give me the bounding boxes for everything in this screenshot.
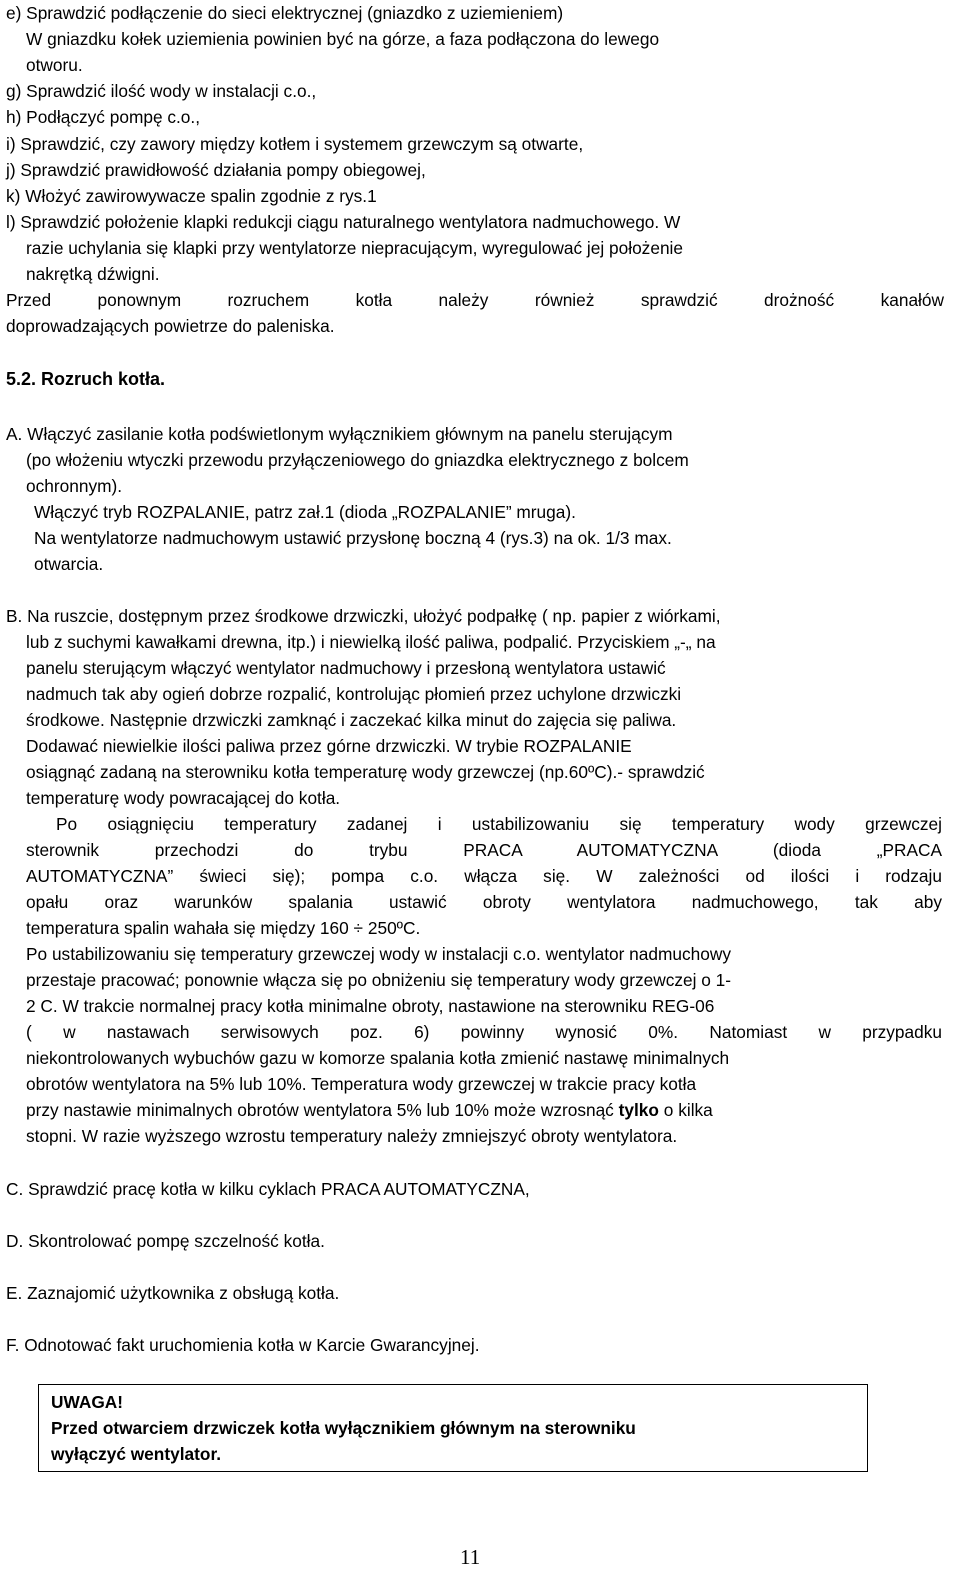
step-b-cont: sterownik przechodzi do trybu PRACA AUTOMATYCZNA (dioda „PRACA (26, 840, 942, 860)
step-b-cont: stopni. W razie wyższego wzrostu temperatury należy zmniejszyć obroty wentylatora. (26, 1126, 678, 1146)
step-a-cont: ochronnym). (26, 476, 123, 496)
step-b-cont: środkowe. Następnie drzwiczki zamknąć i zaczekać kilka minut do zajęcia się paliwa. (26, 710, 677, 730)
checklist-item-j: j) Sprawdzić prawidłowość działania pompy obiegowej, (6, 160, 426, 180)
checklist-item-k: k) Włożyć zawirowywacze spalin zgodnie z rys.1 (6, 186, 377, 206)
checklist-item-i: i) Sprawdzić, czy zawory między kotłem i systemem grzewczym są otwarte, (6, 134, 584, 154)
step-a-cont: (po włożeniu wtyczki przewodu przyłączeniowego do gniazdka elektrycznego z bolcem (26, 450, 689, 470)
step-b-cont: opału oraz warunków spalania ustawić obroty wentylatora nadmuchowego, tak aby (26, 892, 942, 912)
before-restart-paragraph: Przed ponownym rozruchem kotła należy również sprawdzić drożność kanałów (6, 290, 944, 310)
warning-text: Przed otwarciem drzwiczek kotła wyłącznikiem głównym na sterowniku (51, 1418, 636, 1438)
checklist-item-e: e) Sprawdzić podłączenie do sieci elektrycznej (gniazdko z uziemieniem) (6, 3, 564, 23)
step-e: E. Zaznajomić użytkownika z obsługą kotła. (6, 1283, 340, 1303)
step-b: B. Na ruszcie, dostępnym przez środkowe drzwiczki, ułożyć podpałkę ( np. papier z wiórkami, (6, 606, 721, 626)
step-b-cont: obrotów wentylatora na 5% lub 10%. Temperatura wody grzewczej w trakcie pracy kotła (26, 1074, 697, 1094)
step-a-fan: Na wentylatorze nadmuchowym ustawić przysłonę boczną 4 (rys.3) na ok. 1/3 max. (34, 528, 672, 548)
step-b-cont: temperaturę wody powracającej do kotła. (26, 788, 341, 808)
step-d: D. Skontrolować pompę szczelność kotła. (6, 1231, 325, 1251)
step-b-cont: Po osiągnięciu temperatury zadanej i ustabilizowaniu się temperatury wody grzewczej (56, 814, 942, 834)
step-a: A. Włączyć zasilanie kotła podświetlonym wyłącznikiem głównym na panelu sterującym (6, 424, 673, 444)
step-b-cont: panelu sterującym włączyć wentylator nadmuchowy i przesłoną wentylatora ustawić (26, 658, 666, 678)
checklist-item-e-cont: W gniazdku kołek uziemienia powinien być na górze, a faza podłączona do lewego (26, 29, 660, 49)
step-b-text: o kilka (663, 1100, 713, 1120)
step-b-cont (26, 1097, 713, 1124)
step-b-cont: 2 C. W trakcie normalnej pracy kotła minimalne obroty, nastawione na sterowniku REG-06 (26, 996, 715, 1016)
step-b-cont: temperatura spalin wahała się między 160 ÷ 250ºC. (26, 918, 421, 938)
step-a-fan-cont: otwarcia. (34, 554, 104, 574)
step-b-cont: osiągnąć zadaną na sterowniku kotła temperaturę wody grzewczej (np.60ºC).- sprawdzić (26, 762, 705, 782)
step-b-cont: lub z suchymi kawałkami drewna, itp.) i niewielką ilość paliwa, podpalić. Przyciskiem „-„ na (26, 632, 716, 652)
warning-title: UWAGA! (51, 1392, 123, 1412)
step-b-cont: niekontrolowanych wybuchów gazu w komorze spalania kotła zmienić nastawę minimalnych (26, 1048, 730, 1068)
step-c: C. Sprawdzić pracę kotła w kilku cyklach PRACA AUTOMATYCZNA, (6, 1179, 530, 1199)
warning-box (38, 1384, 868, 1472)
step-b-cont: nadmuch tak aby ogień dobrze rozpalić, kontrolując płomień przez uchylone drzwiczki (26, 684, 682, 704)
warning-text: wyłączyć wentylator. (51, 1444, 222, 1464)
step-b-text: przy nastawie minimalnych obrotów wentylatora 5% lub 10% może wzrosnąć (26, 1100, 614, 1120)
step-f: F. Odnotować fakt uruchomienia kotła w Karcie Gwarancyjnej. (6, 1335, 480, 1355)
checklist-item-g: g) Sprawdzić ilość wody w instalacji c.o., (6, 81, 317, 101)
checklist-item-l-cont: razie uchylania się klapki przy wentylatorze niepracującym, wyregulować jej położenie (26, 238, 683, 258)
checklist-item-h: h) Podłączyć pompę c.o., (6, 107, 201, 127)
checklist-item-e-cont: otworu. (26, 55, 83, 75)
step-b-cont: AUTOMATYCZNA” świeci się); pompa c.o. włącza się. W zależności od ilości i rodzaju (26, 866, 942, 886)
checklist-item-l-cont: nakrętką dźwigni. (26, 264, 160, 284)
step-b-cont: przestaje pracować; ponownie włącza się po obniżeniu się temperatury wody grzewczej o 1- (26, 970, 732, 990)
section-heading: 5.2. Rozruch kotła. (6, 369, 166, 389)
step-b-emphasis: tylko (618, 1100, 659, 1120)
step-b-cont: Po ustabilizowaniu się temperatury grzewczej wody w instalacji c.o. wentylator nadmuchowy (26, 944, 732, 964)
step-a-mode: Włączyć tryb ROZPALANIE, patrz zał.1 (dioda „ROZPALANIE” mruga). (34, 502, 576, 522)
before-restart-paragraph-cont: doprowadzających powietrze do paleniska. (6, 316, 335, 336)
page-number: 11 (460, 1545, 481, 1569)
step-b-cont: Dodawać niewielkie ilości paliwa przez górne drzwiczki. W trybie ROZPALANIE (26, 736, 632, 756)
step-b-cont: ( w nastawach serwisowych poz. 6) powinny wynosić 0%. Natomiast w przypadku (26, 1022, 942, 1042)
checklist-item-l: l) Sprawdzić położenie klapki redukcji ciągu naturalnego wentylatora nadmuchowego. W (6, 212, 681, 232)
